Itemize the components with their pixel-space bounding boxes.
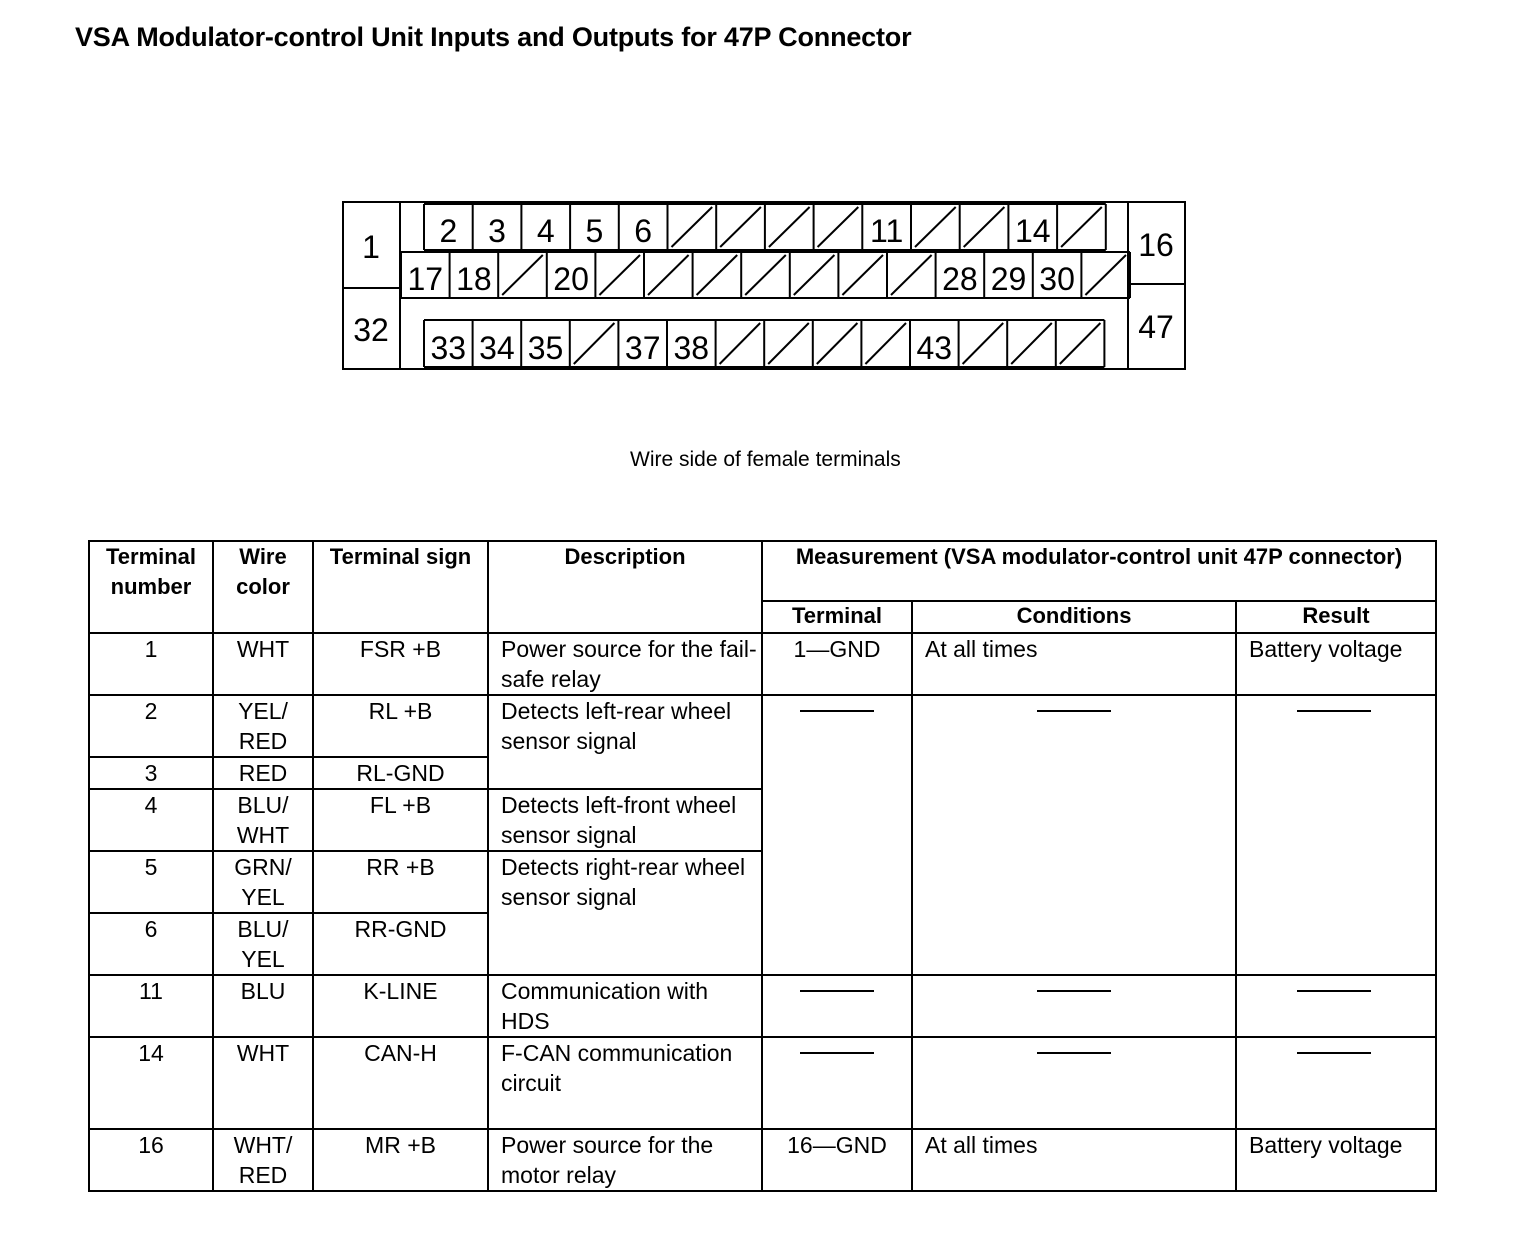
dash	[1297, 1052, 1371, 1054]
cell-conditions	[912, 695, 1236, 975]
dash	[1297, 990, 1371, 992]
cell-result	[1236, 695, 1436, 975]
row2-terminal-label: 20	[553, 261, 589, 297]
table-row	[89, 1129, 1436, 1191]
cell-description: F-CAN communication circuit	[488, 1037, 762, 1129]
connector-diagram	[0, 0, 1536, 440]
cell-sign: RR-GND	[313, 913, 488, 975]
cell-description: Power source for the fail-safe relay	[488, 633, 762, 695]
cell-sign: MR +B	[313, 1129, 488, 1191]
cell-wire: RED	[213, 757, 313, 789]
blank-terminal-slash	[720, 207, 761, 247]
blank-terminal-slash	[794, 255, 835, 295]
table-row	[89, 633, 1436, 695]
cell-result: Battery voltage	[1236, 633, 1436, 695]
cell-meas-terminal: 16—GND	[762, 1129, 912, 1191]
cell-terminal: 1	[89, 633, 213, 695]
terminal-label: 1	[362, 229, 380, 265]
terminal-label: 16	[1138, 227, 1174, 263]
blank-terminal-slash	[1061, 207, 1102, 247]
cell-terminal: 5	[89, 851, 213, 913]
dash	[1297, 710, 1371, 712]
row1-terminal-label: 5	[585, 213, 604, 249]
cell-meas-terminal	[762, 1037, 912, 1129]
cell-terminal: 3	[89, 757, 213, 789]
header-conditions: Conditions	[912, 601, 1236, 633]
row1-terminal-label: 4	[536, 213, 555, 249]
blank-terminal-slash	[1085, 255, 1126, 295]
header-result: Result	[1236, 601, 1436, 633]
row1-terminal-label: 11	[870, 213, 904, 249]
cell-meas-terminal: 1—GND	[762, 633, 912, 695]
blank-terminal-slash	[502, 255, 543, 295]
header-terminal-number: Terminal number	[89, 541, 213, 633]
blank-terminal-slash	[818, 207, 859, 247]
blank-terminal-slash	[865, 323, 906, 364]
io-table	[88, 540, 1437, 1192]
cell-conditions	[912, 975, 1236, 1037]
header-measurement: Measurement (VSA modulator-control unit 47P connector)	[762, 541, 1436, 601]
cell-sign: FL +B	[313, 789, 488, 851]
cell-meas-terminal	[762, 975, 912, 1037]
cell-sign: K-LINE	[313, 975, 488, 1037]
blank-terminal-slash	[963, 323, 1004, 364]
row2-terminal-label: 30	[1039, 261, 1075, 297]
row1-terminal-label: 14	[1014, 213, 1051, 249]
blank-terminal-slash	[915, 207, 956, 247]
cell-terminal: 6	[89, 913, 213, 975]
row3-terminal-label: 34	[479, 330, 515, 366]
table-row	[89, 695, 1436, 757]
cell-wire: BLU/ WHT	[213, 789, 313, 851]
blank-terminal-slash	[745, 255, 786, 295]
cell-terminal: 4	[89, 789, 213, 851]
row1-terminal-label: 6	[634, 213, 653, 249]
cell-conditions	[912, 1037, 1236, 1129]
cell-sign: CAN-H	[313, 1037, 488, 1129]
row2-terminal-label: 28	[942, 261, 978, 297]
cell-result	[1236, 975, 1436, 1037]
row1-terminal-label: 3	[488, 213, 506, 249]
blank-terminal-slash	[842, 255, 883, 295]
header-description: Description	[488, 541, 762, 633]
terminal-label: 32	[353, 312, 389, 348]
row3-terminal-label: 37	[624, 330, 661, 366]
cell-description: Detects left-front wheel sensor signal	[488, 789, 762, 851]
blank-terminal-slash	[648, 255, 689, 295]
cell-wire: WHT	[213, 633, 313, 695]
cell-sign: RL-GND	[313, 757, 488, 789]
row3-terminal-label: 38	[673, 330, 710, 366]
dash	[800, 710, 874, 712]
cell-terminal: 2	[89, 695, 213, 757]
blank-terminal-slash	[599, 255, 640, 295]
blank-terminal-slash	[574, 323, 615, 364]
row1-terminal-label: 2	[439, 213, 458, 249]
cell-result: Battery voltage	[1236, 1129, 1436, 1191]
table-header-row	[89, 541, 1436, 601]
row3-terminal-label: 35	[527, 330, 564, 366]
blank-terminal-slash	[817, 323, 858, 364]
blank-terminal-slash	[891, 255, 932, 295]
table-row	[89, 975, 1436, 1037]
header-wire-color: Wire color	[213, 541, 313, 633]
cell-wire: GRN/ YEL	[213, 851, 313, 913]
cell-description: Detects left-rear wheel sensor signal	[488, 695, 762, 789]
dash	[800, 990, 874, 992]
cell-terminal: 11	[89, 975, 213, 1037]
table-row	[89, 1037, 1436, 1129]
header-terminal-sign: Terminal sign	[313, 541, 488, 633]
blank-terminal-slash	[768, 323, 809, 364]
blank-terminal-slash	[720, 323, 761, 364]
cell-sign: RR +B	[313, 851, 488, 913]
cell-wire: YEL/ RED	[213, 695, 313, 757]
dash	[1037, 990, 1111, 992]
dash	[1037, 710, 1111, 712]
cell-sign: RL +B	[313, 695, 488, 757]
blank-terminal-slash	[697, 255, 738, 295]
blank-terminal-slash	[672, 207, 713, 247]
terminal-label: 47	[1138, 309, 1174, 345]
page-title: VSA Modulator-control Unit Inputs and Outputs for 47P Connector	[75, 22, 912, 52]
blank-terminal-slash	[1011, 323, 1052, 364]
cell-wire: BLU	[213, 975, 313, 1037]
cell-conditions: At all times	[912, 633, 1236, 695]
blank-terminal-slash	[769, 207, 810, 247]
connector-caption: Wire side of female terminals	[630, 448, 901, 471]
cell-description: Power source for the motor relay	[488, 1129, 762, 1191]
dash	[1037, 1052, 1111, 1054]
cell-sign: FSR +B	[313, 633, 488, 695]
cell-description: Detects right-rear wheel sensor signal	[488, 851, 762, 975]
cell-conditions: At all times	[912, 1129, 1236, 1191]
cell-description: Communication with HDS	[488, 975, 762, 1037]
blank-terminal-slash	[964, 207, 1005, 247]
row3-terminal-label: 33	[430, 330, 467, 366]
cell-wire: WHT/ RED	[213, 1129, 313, 1191]
row2-terminal-label: 29	[990, 261, 1027, 297]
cell-terminal: 16	[89, 1129, 213, 1191]
cell-wire: BLU/ YEL	[213, 913, 313, 975]
header-terminal: Terminal	[762, 601, 912, 633]
cell-terminal: 14	[89, 1037, 213, 1129]
cell-wire: WHT	[213, 1037, 313, 1129]
row2-terminal-label: 18	[456, 261, 492, 297]
cell-meas-terminal	[762, 695, 912, 975]
blank-terminal-slash	[1060, 323, 1101, 364]
cell-result	[1236, 1037, 1436, 1129]
row2-terminal-label: 17	[407, 261, 444, 297]
row3-terminal-label: 43	[916, 330, 953, 366]
dash	[800, 1052, 874, 1054]
